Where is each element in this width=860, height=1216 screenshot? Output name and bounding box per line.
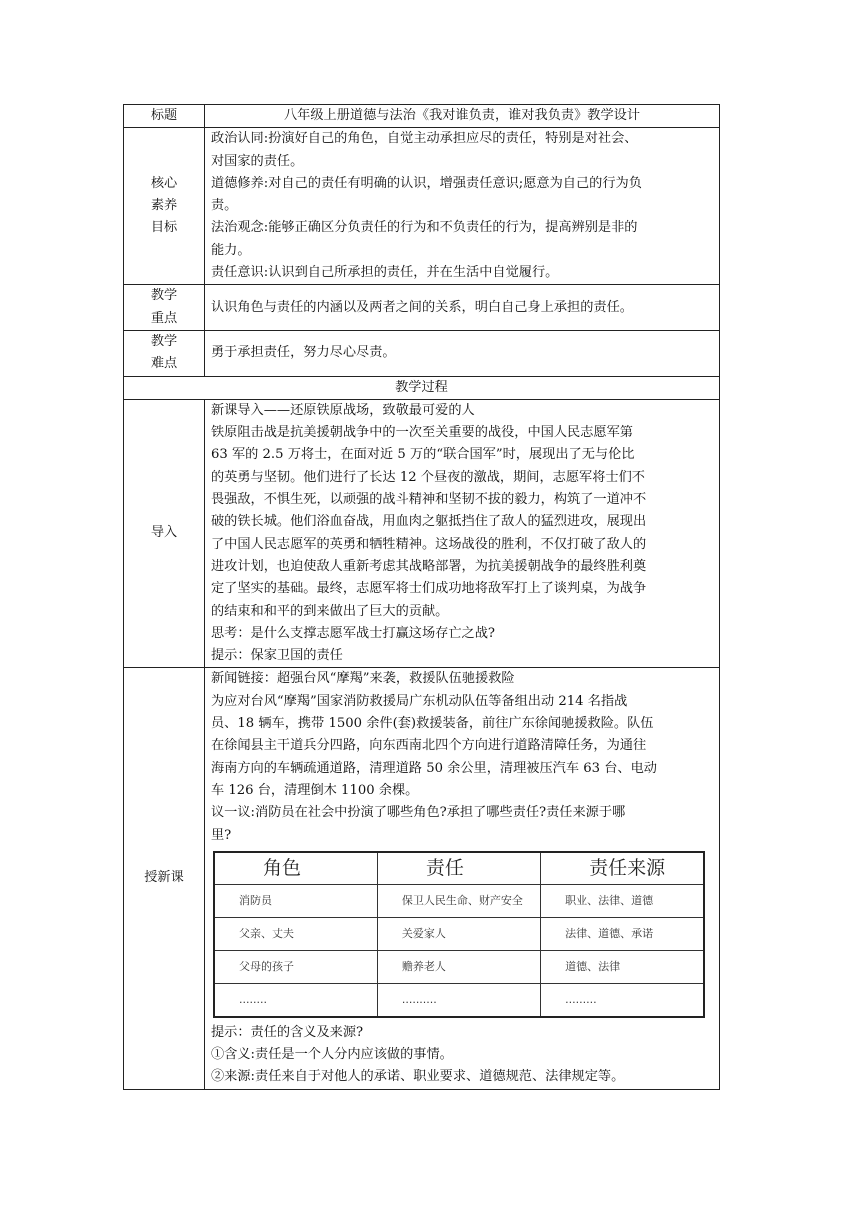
intro-line: 思考：是什么支撑志愿军战士打赢这场存亡之战? <box>211 625 496 641</box>
intro-line: 新课导入——还原铁原战场，致敬最可爱的人 <box>211 402 475 418</box>
intro-label: 导入 <box>124 399 205 668</box>
lesson-title: 八年级上册道德与法治《我对谁负责，谁对我负责》教学设计 <box>205 105 720 128</box>
core-literacy-label-line: 素养 <box>150 198 178 214</box>
intro-line: 定了坚实的基础。最终，志愿军将士们成功地将敌军打上了谈判桌，为战争 <box>211 581 647 597</box>
new-lesson-content <box>205 668 720 1089</box>
table-row <box>214 950 704 983</box>
core-literacy-label-line: 目标 <box>150 220 178 236</box>
lesson-plan-table <box>123 104 720 1090</box>
news-line: 车 126 台，清理倒木 1100 余棵。 <box>211 782 419 798</box>
core-literacy-line: 责任意识:认识到自己所承担的责任，并在生活中自觉履行。 <box>211 265 559 281</box>
source-header: 责任来源 <box>541 852 704 885</box>
news-line: 议一议:消防员在社会中扮演了哪些角色?承担了哪些责任?责任来源于哪 <box>211 805 626 821</box>
news-line: 为应对台风“摩羯”国家消防救援局广东机动队伍等备组出动 214 名指战 <box>211 693 628 709</box>
news-line: 海南方向的车辆疏通道路，清理道路 50 余公里，清理被压汽车 63 台、电动 <box>211 760 657 776</box>
role-header: 角色 <box>214 852 377 885</box>
table-row <box>214 983 704 1017</box>
role-cell: 消防员 <box>214 884 377 917</box>
responsibility-cell: 关爱家人 <box>377 917 540 950</box>
news-line: 员、18 辆车，携带 1500 余件(套)救援装备，前往广东徐闻驰援救险。队伍 <box>211 716 654 732</box>
new-lesson-label: 授新课 <box>124 668 205 1089</box>
core-literacy-line: 能力。 <box>211 242 251 258</box>
intro-line: 铁原阻击战是抗美援朝战争中的一次至关重要的战役，中国人民志愿军第 <box>211 425 633 441</box>
core-literacy-line: 对国家的责任。 <box>211 153 304 169</box>
process-header: 教学过程 <box>124 376 720 399</box>
key-points-label-line: 教学 <box>150 288 178 304</box>
source-cell: 职业、法律、道德 <box>541 884 704 917</box>
difficult-points-label-line: 教学 <box>150 333 178 349</box>
core-literacy-line: 责。 <box>211 198 238 214</box>
core-literacy-line: 法治观念:能够正确区分负责任的行为和不负责任的行为，提高辨别是非的 <box>211 220 638 236</box>
new-lesson-row <box>124 668 720 1089</box>
key-points-label <box>124 285 205 331</box>
intro-content <box>205 399 720 668</box>
role-cell: 父母的孩子 <box>214 950 377 983</box>
responsibility-header: 责任 <box>377 852 540 885</box>
hint-line: ②来源:责任来自于对他人的承诺、职业要求、道德规范、法律规定等。 <box>211 1069 625 1085</box>
responsibility-cell: 保卫人民生命、财产安全 <box>377 884 540 917</box>
core-literacy-content <box>205 128 720 285</box>
intro-line: 进攻计划，也迫使敌人重新考虑其战略部署，为抗美援朝战争的最终胜利奠 <box>211 558 647 574</box>
intro-line: 破的铁长城。他们浴血奋战，用血肉之躯抵挡住了敌人的猛烈进攻，展现出 <box>211 514 647 530</box>
intro-line: 63 军的 2.5 万将士，在面对近 5 万的“联合国军”时，展现出了无与伦比 <box>211 447 635 463</box>
process-header-row <box>124 376 720 399</box>
responsibility-cell: .......... <box>377 983 540 1017</box>
key-points-label-line: 重点 <box>150 310 178 326</box>
table-row <box>214 884 704 917</box>
news-line: 在徐闻县主干道兵分四路，向东西南北四个方向进行道路清障任务，为通往 <box>211 738 647 754</box>
role-responsibility-table <box>213 851 705 1018</box>
difficult-points-content: 勇于承担责任，努力尽心尽责。 <box>205 330 720 376</box>
difficult-points-label <box>124 330 205 376</box>
intro-line: 畏强敌，不惧生死，以顽强的战斗精神和坚韧不拔的毅力，构筑了一道冲不 <box>211 492 647 508</box>
difficult-points-label-line: 难点 <box>150 356 178 372</box>
intro-line: 的结束和和平的到来做出了巨大的贡献。 <box>211 603 449 619</box>
core-literacy-line: 道德修养:对自己的责任有明确的认识，增强责任意识;愿意为自己的行为负 <box>211 175 642 191</box>
responsibility-cell: 赡养老人 <box>377 950 540 983</box>
intro-line: 的英勇与坚韧。他们进行了长达 12 个昼夜的激战，期间，志愿军将士们不 <box>211 469 645 485</box>
core-literacy-label <box>124 128 205 285</box>
core-literacy-label-line: 核心 <box>150 175 178 191</box>
role-table-header-row <box>214 852 704 885</box>
role-cell: ........ <box>214 983 377 1017</box>
role-cell: 父亲、丈夫 <box>214 917 377 950</box>
intro-line: 了中国人民志愿军的英勇和牺牲精神。这场战役的胜利，不仅打破了敌人的 <box>211 536 647 552</box>
key-points-content: 认识角色与责任的内涵以及两者之间的关系，明白自己身上承担的责任。 <box>205 285 720 331</box>
title-label: 标题 <box>124 105 205 128</box>
source-cell: 道德、法律 <box>541 950 704 983</box>
news-line: 里? <box>211 827 232 843</box>
core-literacy-row <box>124 128 720 285</box>
difficult-points-row <box>124 330 720 376</box>
source-cell: 法律、道德、承诺 <box>541 917 704 950</box>
intro-line: 提示：保家卫国的责任 <box>211 648 343 664</box>
table-row <box>214 917 704 950</box>
hint-line: 提示：责任的含义及来源? <box>211 1024 364 1040</box>
core-literacy-line: 政治认同:扮演好自己的角色，自觉主动承担应尽的责任，特别是对社会、 <box>211 131 638 147</box>
hint-line: ①含义:责任是一个人分内应该做的事情。 <box>211 1047 453 1063</box>
title-row <box>124 105 720 128</box>
news-line: 新闻链接：超强台风“摩羯”来袭，救援队伍驰援救险 <box>211 671 515 687</box>
source-cell: ......... <box>541 983 704 1017</box>
intro-row <box>124 399 720 668</box>
key-points-row <box>124 285 720 331</box>
